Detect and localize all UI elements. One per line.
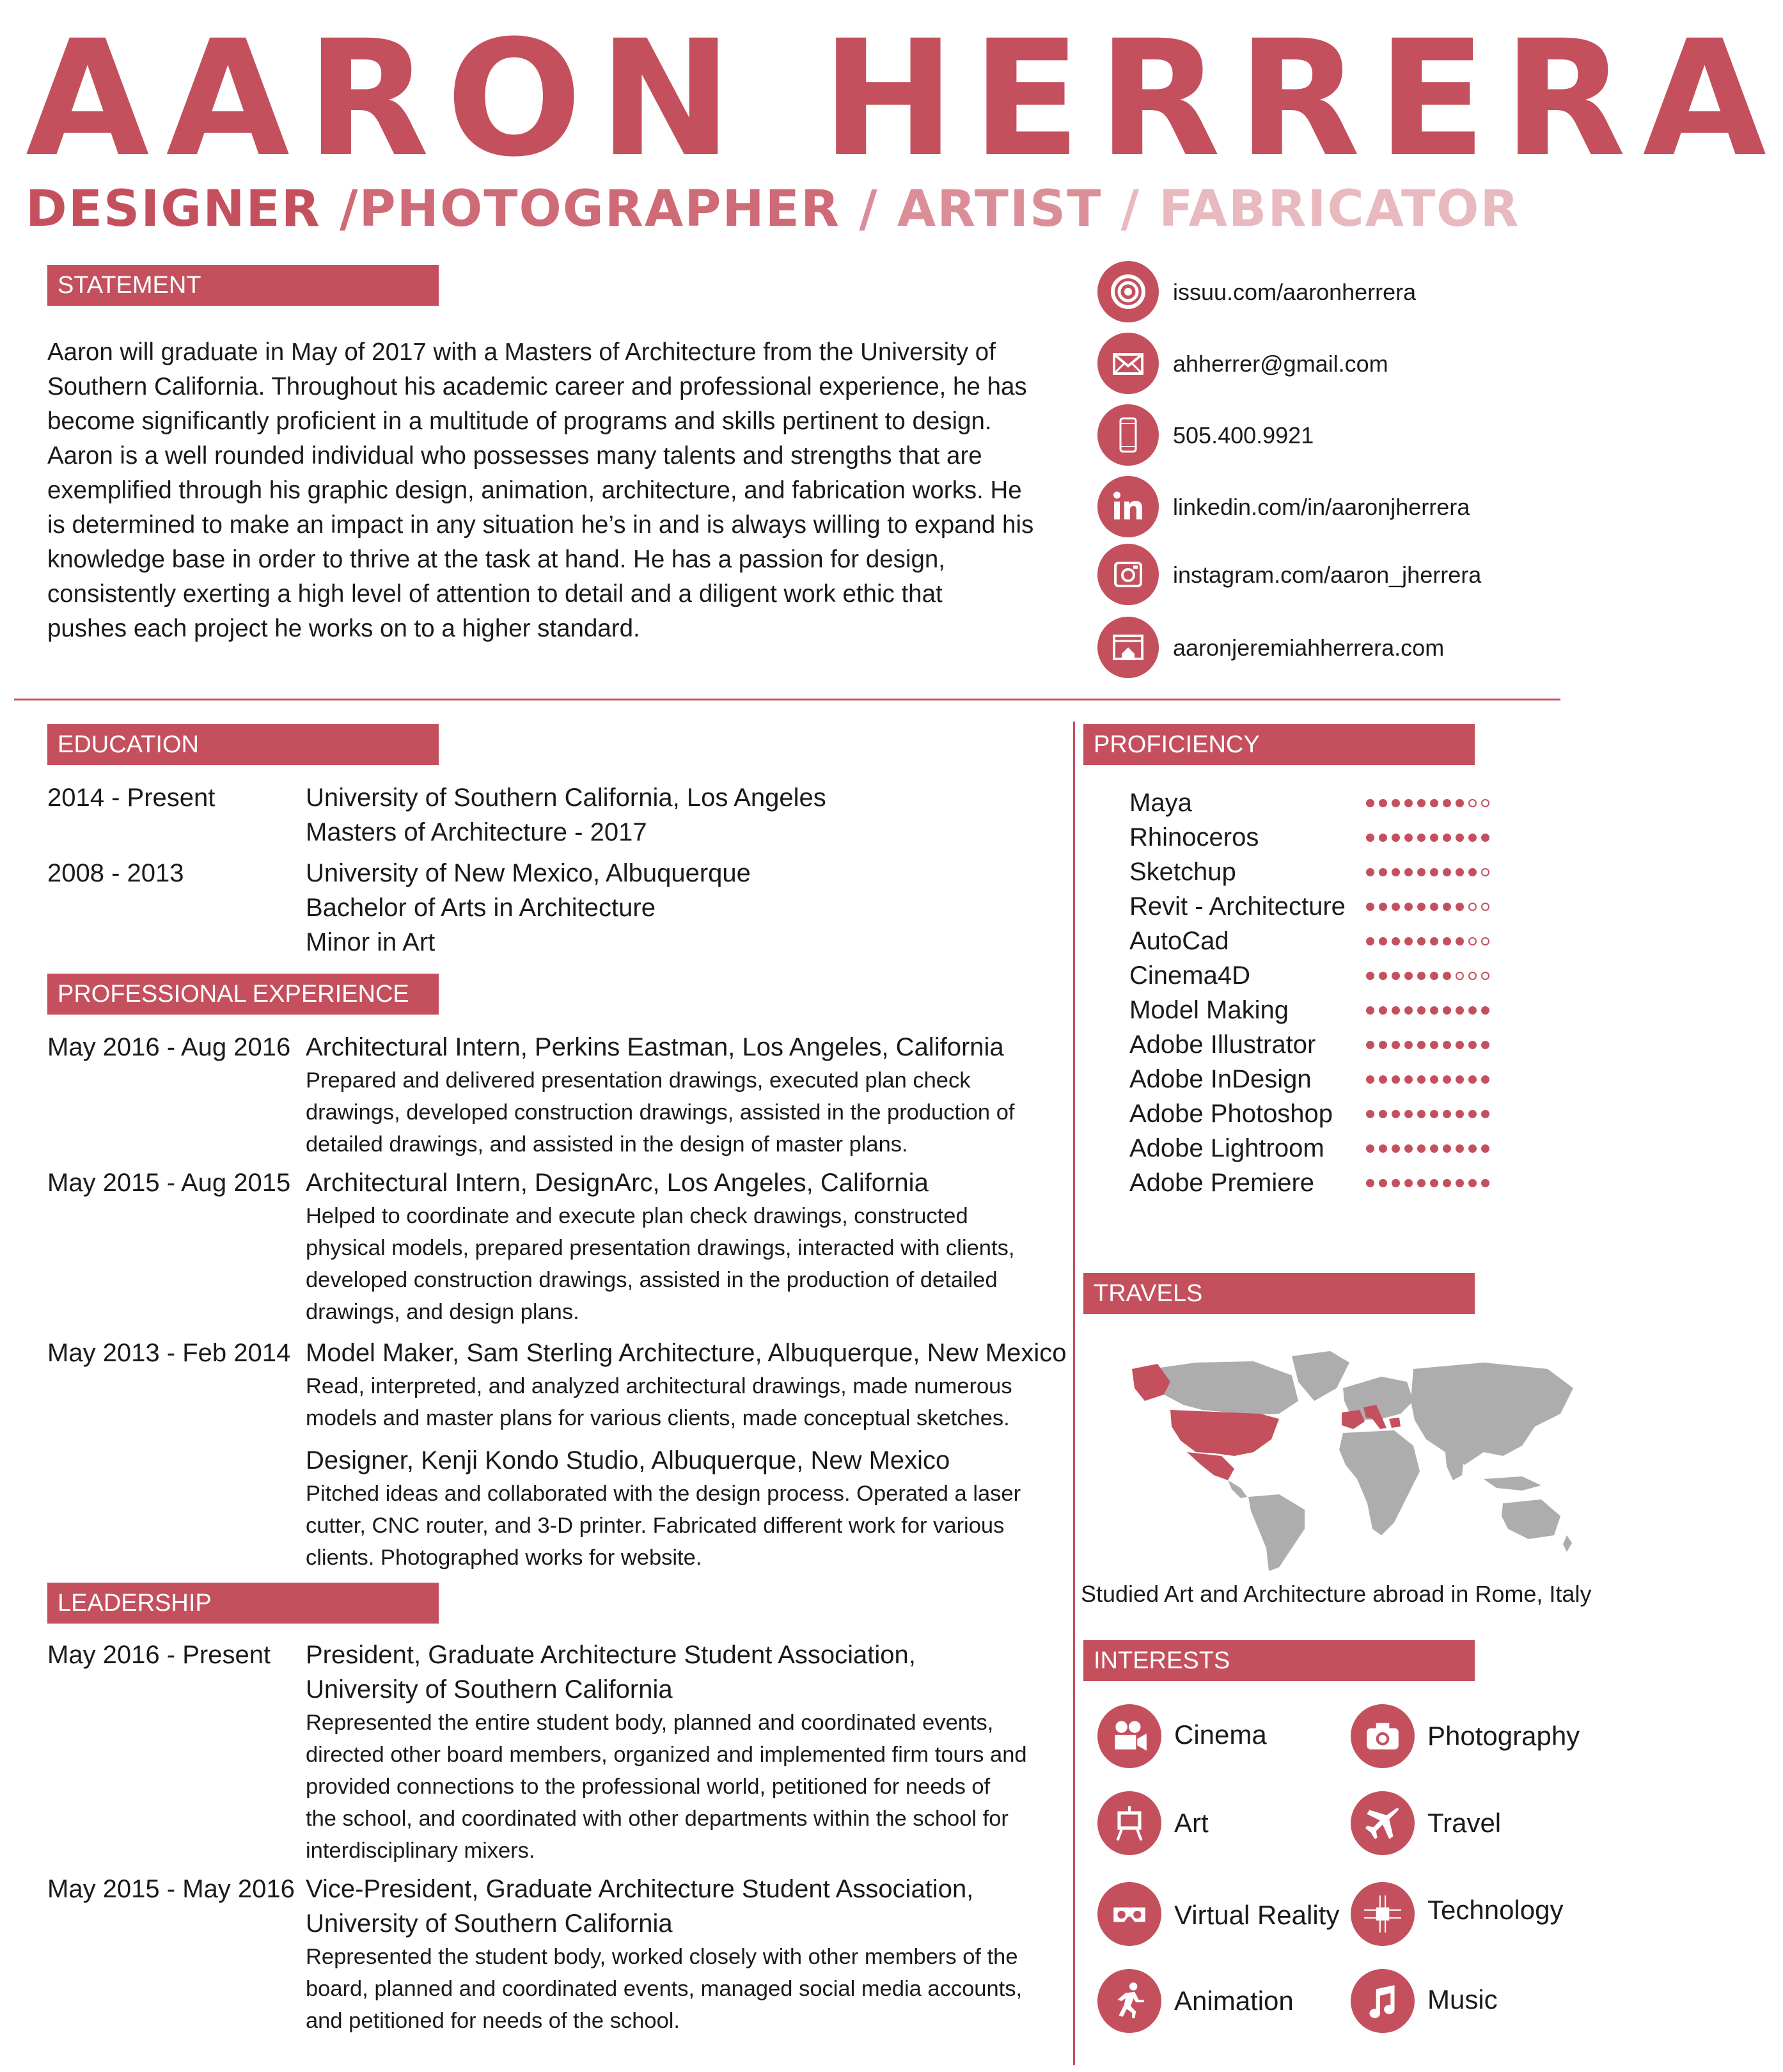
contact-phone[interactable]: 505.400.9921 — [1173, 422, 1314, 448]
linkedin-icon[interactable] — [1097, 476, 1159, 537]
proficiency-rating — [1366, 799, 1489, 807]
rating-dot-filled — [1366, 972, 1374, 980]
rating-dot-filled — [1366, 799, 1374, 807]
mail-icon[interactable] — [1097, 333, 1159, 394]
leadership-desc: Represented the entire student body, planned and coordinated events, — [306, 1711, 994, 1735]
proficiency-rating — [1366, 834, 1489, 842]
proficiency-rating — [1366, 1041, 1489, 1049]
proficiency-row — [1129, 993, 1577, 1027]
education-years: 2008 - 2013 — [47, 859, 184, 887]
experience-title: Architectural Intern, DesignArc, Los Angeles, California — [306, 1169, 929, 1197]
rating-dot-filled — [1392, 937, 1400, 945]
rating-dot-filled — [1392, 972, 1400, 980]
rating-dot-filled — [1366, 1075, 1374, 1084]
leadership-entry — [306, 1638, 1027, 1867]
rating-dot-filled — [1404, 903, 1413, 911]
rating-dot-filled — [1481, 1075, 1489, 1084]
proficiency-rating — [1366, 1110, 1489, 1118]
rating-dot-filled — [1481, 834, 1489, 842]
rating-dot-filled — [1392, 834, 1400, 842]
rating-dot-filled — [1392, 903, 1400, 911]
rating-dot-filled — [1366, 903, 1374, 911]
rating-dot-filled — [1468, 834, 1477, 842]
experience-entry — [306, 1336, 1066, 1434]
rating-dot-filled — [1404, 1179, 1413, 1187]
rating-dot-filled — [1481, 1006, 1489, 1015]
leadership-title: President, Graduate Architecture Student Association, — [306, 1641, 916, 1669]
proficiency-rating — [1366, 903, 1489, 911]
proficiency-row — [1129, 1166, 1577, 1200]
cinema-icon — [1097, 1704, 1161, 1768]
rating-dot-filled — [1443, 1110, 1451, 1118]
rating-dot-filled — [1417, 834, 1426, 842]
rating-dot-filled — [1468, 1041, 1477, 1049]
rating-dot-filled — [1417, 1110, 1426, 1118]
rating-dot-filled — [1481, 1110, 1489, 1118]
rating-dot-empty — [1481, 799, 1489, 807]
rating-dot-filled — [1456, 1075, 1464, 1084]
proficiency-rating — [1366, 1179, 1489, 1187]
interest-art: Art — [1174, 1808, 1209, 1838]
rating-dot-filled — [1379, 972, 1387, 980]
leadership-dates: May 2016 - Present — [47, 1641, 271, 1669]
experience-dates: May 2013 - Feb 2014 — [47, 1339, 291, 1367]
rating-dot-filled — [1379, 903, 1387, 911]
rating-dot-filled — [1456, 937, 1464, 945]
rating-dot-filled — [1366, 1144, 1374, 1153]
rating-dot-filled — [1417, 903, 1426, 911]
statement-text — [47, 335, 1033, 646]
proficiency-row — [1129, 889, 1577, 924]
statement-heading: STATEMENT — [47, 265, 439, 306]
proficiency-row — [1129, 1096, 1577, 1131]
rating-dot-filled — [1481, 1179, 1489, 1187]
interest-technology: Technology — [1427, 1895, 1564, 1925]
issuu-icon[interactable] — [1097, 261, 1159, 322]
travels-caption: Studied Art and Architecture abroad in Rome, Italy — [1081, 1581, 1592, 1607]
proficiency-rating — [1366, 868, 1489, 876]
rating-dot-filled — [1430, 868, 1438, 876]
experience-title: Architectural Intern, Perkins Eastman, Los Angeles, California — [306, 1033, 1004, 1061]
rating-dot-empty — [1468, 799, 1477, 807]
rating-dot-filled — [1404, 1041, 1413, 1049]
map-south-america — [1248, 1494, 1305, 1571]
experience-title: Designer, Kenji Kondo Studio, Albuquerque, New Mexico — [306, 1446, 950, 1475]
world-map — [1126, 1343, 1573, 1574]
rating-dot-filled — [1366, 834, 1374, 842]
experience-heading: PROFESSIONAL EXPERIENCE — [47, 974, 439, 1015]
rating-dot-filled — [1379, 1006, 1387, 1015]
rating-dot-empty — [1481, 903, 1489, 911]
rating-dot-empty — [1468, 937, 1477, 945]
experience-dates: May 2015 - Aug 2015 — [47, 1169, 291, 1197]
proficiency-rating — [1366, 937, 1489, 945]
role-fabricator: / FABRICATOR — [1120, 180, 1520, 238]
proficiency-rating — [1366, 972, 1489, 980]
experience-dates: May 2016 - Aug 2016 — [47, 1033, 291, 1061]
rating-dot-filled — [1404, 799, 1413, 807]
interest-music: Music — [1427, 1984, 1498, 2014]
rating-dot-filled — [1468, 1075, 1477, 1084]
rating-dot-filled — [1417, 1006, 1426, 1015]
proficiency-label: Adobe Lightroom — [1129, 1134, 1324, 1162]
interest-travel: Travel — [1427, 1808, 1502, 1838]
rating-dot-filled — [1430, 1144, 1438, 1153]
rating-dot-filled — [1366, 937, 1374, 945]
rating-dot-filled — [1392, 799, 1400, 807]
rating-dot-filled — [1392, 1006, 1400, 1015]
rating-dot-empty — [1468, 903, 1477, 911]
rating-dot-filled — [1430, 1006, 1438, 1015]
interest-photography: Photography — [1427, 1721, 1580, 1751]
rating-dot-filled — [1443, 937, 1451, 945]
rating-dot-filled — [1430, 903, 1438, 911]
rating-dot-filled — [1379, 799, 1387, 807]
rating-dot-filled — [1366, 1179, 1374, 1187]
interest-cinema: Cinema — [1174, 1720, 1267, 1750]
proficiency-rating — [1366, 1006, 1489, 1015]
experience-desc: drawings, and design plans. — [306, 1300, 579, 1324]
proficiency-row — [1129, 1027, 1577, 1062]
proficiency-row — [1129, 1062, 1577, 1096]
rating-dot-filled — [1468, 868, 1477, 876]
rating-dot-filled — [1379, 1041, 1387, 1049]
rating-dot-filled — [1443, 972, 1451, 980]
education-line: Bachelor of Arts in Architecture — [306, 894, 656, 922]
statement-line: consistently exerting a high level of attention to detail and a diligent work ethic that — [47, 580, 943, 608]
leadership-desc: directed other board members, organized and implemented firm tours and — [306, 1743, 1027, 1767]
interest-animation: Animation — [1174, 1986, 1294, 2016]
rating-dot-filled — [1366, 1041, 1374, 1049]
proficiency-label: AutoCad — [1129, 926, 1229, 955]
rating-dot-filled — [1417, 972, 1426, 980]
statement-line: Aaron is a well rounded individual who possesses many talents and strengths that are — [47, 442, 982, 470]
rating-dot-filled — [1456, 1179, 1464, 1187]
contact-website[interactable]: aaronjeremiahherrera.com — [1173, 635, 1445, 661]
leadership-desc: provided connections to the professional world, petitioned for needs of — [306, 1775, 991, 1799]
experience-desc: Read, interpreted, and analyzed architectural drawings, made numerous — [306, 1374, 1012, 1398]
rating-dot-filled — [1443, 1041, 1451, 1049]
experience-desc: developed construction drawings, assisted in the production of detailed — [306, 1268, 998, 1292]
rating-dot-filled — [1443, 868, 1451, 876]
rating-dot-filled — [1443, 903, 1451, 911]
map-australia — [1502, 1499, 1560, 1539]
map-united-states — [1170, 1410, 1279, 1456]
rating-dot-filled — [1443, 1006, 1451, 1015]
experience-desc: physical models, prepared presentation drawings, interacted with clients, — [306, 1236, 1015, 1260]
experience-entry — [306, 1030, 1014, 1160]
statement-line: become significantly proficient in a multitude of programs and skills pertinent to design. — [47, 407, 992, 435]
map-india — [1445, 1452, 1465, 1480]
rating-dot-empty — [1481, 868, 1489, 876]
rating-dot-filled — [1404, 1006, 1413, 1015]
interests-heading: INTERESTS — [1083, 1640, 1475, 1681]
proficiency-label: Adobe Premiere — [1129, 1168, 1315, 1197]
rating-dot-filled — [1404, 972, 1413, 980]
rating-dot-filled — [1430, 972, 1438, 980]
map-indonesia — [1484, 1476, 1541, 1491]
experience-entry — [306, 1443, 1021, 1574]
education-heading: EDUCATION — [47, 724, 439, 765]
rating-dot-filled — [1379, 1075, 1387, 1084]
map-canada — [1151, 1361, 1298, 1415]
role-designer: DESIGNER — [26, 180, 321, 238]
experience-desc: Helped to coordinate and execute plan check drawings, constructed — [306, 1204, 968, 1228]
rating-dot-filled — [1456, 1110, 1464, 1118]
rating-dot-filled — [1468, 1006, 1477, 1015]
runner-icon — [1097, 1969, 1161, 2033]
education-entry — [306, 780, 826, 850]
rating-dot-filled — [1379, 1179, 1387, 1187]
experience-desc: models and master plans for various clients, made conceptual sketches. — [306, 1406, 1010, 1430]
rating-dot-filled — [1443, 1144, 1451, 1153]
leadership-heading: LEADERSHIP — [47, 1583, 439, 1624]
airplane-icon — [1351, 1791, 1415, 1855]
rating-dot-filled — [1417, 1144, 1426, 1153]
proficiency-row — [1129, 1131, 1577, 1166]
contact-issuu[interactable]: issuu.com/aaronherrera — [1173, 279, 1417, 305]
statement-line: Southern California. Throughout his academic career and professional experience, he has — [47, 373, 1027, 400]
horizontal-divider — [14, 699, 1560, 700]
rating-dot-filled — [1456, 799, 1464, 807]
proficiency-label: Adobe Illustrator — [1129, 1030, 1316, 1059]
travels-heading: TRAVELS — [1083, 1273, 1475, 1314]
rating-dot-filled — [1443, 834, 1451, 842]
rating-dot-filled — [1456, 1144, 1464, 1153]
proficiency-rating — [1366, 1144, 1489, 1153]
education-line: Masters of Architecture - 2017 — [306, 818, 647, 846]
rating-dot-filled — [1430, 834, 1438, 842]
leadership-title: University of Southern California — [306, 1910, 673, 1938]
map-africa — [1339, 1430, 1420, 1535]
experience-desc: Prepared and delivered presentation drawings, executed plan check — [306, 1068, 971, 1093]
roles-subtitle — [26, 174, 1520, 244]
rating-dot-filled — [1468, 1110, 1477, 1118]
website-icon[interactable] — [1097, 617, 1159, 678]
rating-dot-filled — [1443, 1179, 1451, 1187]
statement-line: pushes each project he works on to a higher standard. — [47, 615, 640, 642]
statement-line: knowledge base in order to thrive at the task at hand. He has a passion for design, — [47, 546, 945, 573]
rating-dot-filled — [1468, 1144, 1477, 1153]
circuit-icon — [1351, 1882, 1415, 1946]
proficiency-label: Revit - Architecture — [1129, 892, 1346, 921]
rating-dot-filled — [1392, 1179, 1400, 1187]
contact-email[interactable]: ahherrer@gmail.com — [1173, 351, 1388, 377]
role-photographer: /PHOTOGRAPHER — [340, 180, 841, 238]
rating-dot-filled — [1379, 1144, 1387, 1153]
rating-dot-filled — [1468, 1179, 1477, 1187]
education-years: 2014 - Present — [47, 784, 216, 812]
education-line: Minor in Art — [306, 928, 436, 956]
leadership-desc: Represented the student body, worked closely with other members of the — [306, 1945, 1018, 1969]
proficiency-label: Maya — [1129, 788, 1192, 817]
leadership-desc: the school, and coordinated with other departments within the school for — [306, 1807, 1009, 1831]
proficiency-label: Adobe InDesign — [1129, 1064, 1312, 1093]
rating-dot-filled — [1456, 903, 1464, 911]
leadership-title: Vice-President, Graduate Architecture Student Association, — [306, 1875, 974, 1903]
rating-dot-filled — [1379, 1110, 1387, 1118]
instagram-icon[interactable] — [1097, 544, 1159, 605]
leadership-dates: May 2015 - May 2016 — [47, 1875, 295, 1903]
vertical-divider — [1073, 722, 1075, 2065]
proficiency-row — [1129, 786, 1577, 820]
map-asia — [1411, 1363, 1573, 1465]
rating-dot-filled — [1404, 1144, 1413, 1153]
phone-icon[interactable] — [1097, 404, 1159, 466]
proficiency-label: Rhinoceros — [1129, 823, 1259, 851]
proficiency-label: Sketchup — [1129, 857, 1236, 886]
rating-dot-filled — [1379, 834, 1387, 842]
experience-title: Model Maker, Sam Sterling Architecture, Albuquerque, New Mexico — [306, 1339, 1067, 1367]
contact-linkedin[interactable]: linkedin.com/in/aaronjherrera — [1173, 494, 1470, 520]
rating-dot-empty — [1468, 972, 1477, 980]
rating-dot-filled — [1456, 1006, 1464, 1015]
rating-dot-filled — [1417, 1041, 1426, 1049]
rating-dot-filled — [1456, 868, 1464, 876]
proficiency-rating — [1366, 1075, 1489, 1084]
proficiency-label: Model Making — [1129, 995, 1289, 1024]
experience-desc: drawings, developed construction drawings, assisted in the production of — [306, 1100, 1015, 1125]
name-title: AARON HERRERA — [26, 6, 1783, 192]
rating-dot-filled — [1456, 834, 1464, 842]
rating-dot-filled — [1417, 1179, 1426, 1187]
rating-dot-filled — [1481, 1041, 1489, 1049]
leadership-desc: interdisciplinary mixers. — [306, 1839, 535, 1863]
contact-instagram[interactable]: instagram.com/aaron_jherrera — [1173, 562, 1482, 588]
rating-dot-filled — [1430, 1179, 1438, 1187]
education-line: University of New Mexico, Albuquerque — [306, 859, 751, 887]
proficiency-list — [1129, 786, 1577, 1200]
rating-dot-empty — [1456, 972, 1464, 980]
rating-dot-filled — [1417, 1075, 1426, 1084]
rating-dot-filled — [1379, 868, 1387, 876]
proficiency-label: Cinema4D — [1129, 961, 1250, 990]
rating-dot-filled — [1392, 1110, 1400, 1118]
map-new-zealand — [1563, 1535, 1572, 1552]
leadership-title: University of Southern California — [306, 1675, 673, 1704]
music-note-icon — [1351, 1969, 1415, 2033]
rating-dot-filled — [1417, 799, 1426, 807]
experience-desc: clients. Photographed works for website. — [306, 1546, 702, 1570]
easel-icon — [1097, 1791, 1161, 1855]
rating-dot-filled — [1404, 834, 1413, 842]
proficiency-row — [1129, 820, 1577, 855]
rating-dot-filled — [1366, 868, 1374, 876]
map-mexico — [1187, 1452, 1234, 1480]
rating-dot-filled — [1392, 1075, 1400, 1084]
rating-dot-filled — [1443, 799, 1451, 807]
map-greece — [1389, 1418, 1401, 1428]
vr-headset-icon — [1097, 1882, 1161, 1946]
statement-line: exemplified through his graphic design, animation, architecture, and fabrication works. He — [47, 477, 1022, 504]
rating-dot-filled — [1430, 937, 1438, 945]
rating-dot-filled — [1417, 937, 1426, 945]
education-entry — [306, 856, 751, 960]
leadership-entry — [306, 1872, 1022, 2037]
rating-dot-filled — [1404, 868, 1413, 876]
interest-vr: Virtual Reality — [1174, 1900, 1340, 1930]
rating-dot-filled — [1430, 799, 1438, 807]
rating-dot-filled — [1404, 1110, 1413, 1118]
rating-dot-filled — [1404, 937, 1413, 945]
rating-dot-filled — [1366, 1006, 1374, 1015]
role-artist: / ARTIST — [859, 180, 1103, 238]
statement-line: is determined to make an impact in any situation he’s in and is always willing to expand his — [47, 511, 1034, 539]
leadership-desc: board, planned and coordinated events, managed social media accounts, — [306, 1977, 1023, 2001]
rating-dot-filled — [1404, 1075, 1413, 1084]
experience-desc: detailed drawings, and assisted in the design of master plans. — [306, 1132, 908, 1157]
proficiency-heading: PROFICIENCY — [1083, 724, 1475, 765]
map-greenland — [1292, 1351, 1349, 1401]
rating-dot-empty — [1481, 972, 1489, 980]
rating-dot-empty — [1481, 937, 1489, 945]
rating-dot-filled — [1392, 868, 1400, 876]
rating-dot-filled — [1430, 1075, 1438, 1084]
proficiency-row — [1129, 855, 1577, 889]
proficiency-row — [1129, 924, 1577, 958]
leadership-desc: and petitioned for needs of the school. — [306, 2009, 680, 2033]
rating-dot-filled — [1417, 868, 1426, 876]
camera-icon — [1351, 1704, 1415, 1768]
rating-dot-filled — [1481, 1144, 1489, 1153]
rating-dot-filled — [1366, 1110, 1374, 1118]
experience-desc: cutter, CNC router, and 3-D printer. Fabricated different work for various — [306, 1514, 1005, 1538]
experience-desc: Pitched ideas and collaborated with the design process. Operated a laser — [306, 1482, 1021, 1506]
proficiency-label: Adobe Photoshop — [1129, 1099, 1333, 1128]
education-line: University of Southern California, Los Angeles — [306, 784, 826, 812]
experience-entry — [306, 1166, 1014, 1328]
map-central-america — [1228, 1480, 1247, 1498]
rating-dot-filled — [1392, 1144, 1400, 1153]
statement-line: Aaron will graduate in May of 2017 with a Masters of Architecture from the University of — [47, 338, 996, 366]
rating-dot-filled — [1456, 1041, 1464, 1049]
proficiency-row — [1129, 958, 1577, 993]
rating-dot-filled — [1430, 1041, 1438, 1049]
rating-dot-filled — [1443, 1075, 1451, 1084]
rating-dot-filled — [1430, 1110, 1438, 1118]
rating-dot-filled — [1379, 937, 1387, 945]
rating-dot-filled — [1392, 1041, 1400, 1049]
